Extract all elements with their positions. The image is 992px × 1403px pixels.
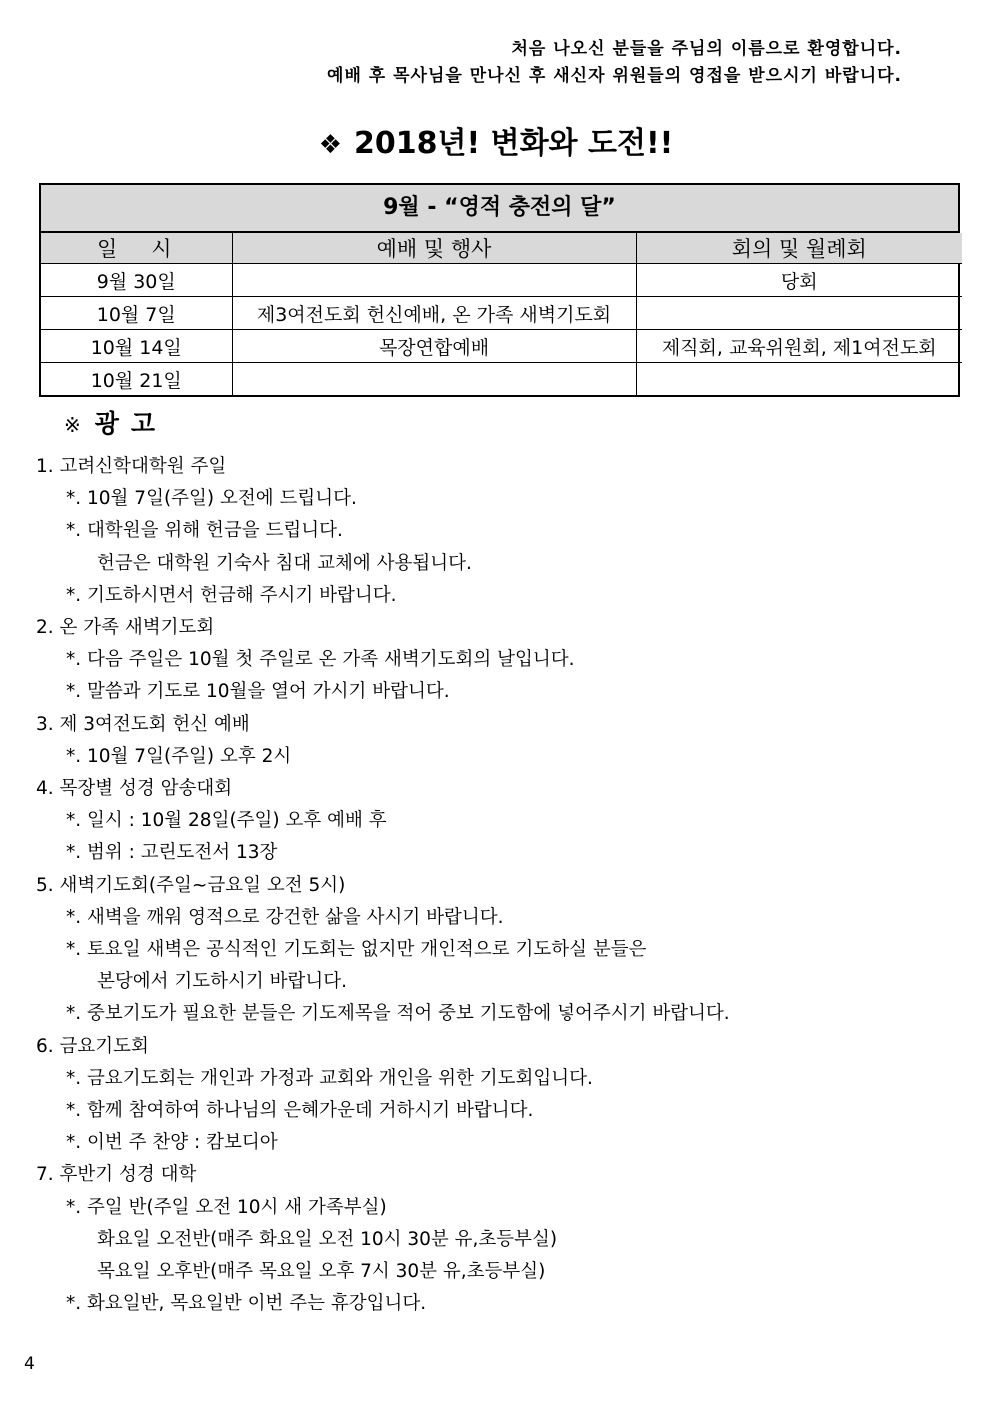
announcement-detail: *. 이번 주 찬양 : 캄보디아 xyxy=(66,1132,278,1154)
column-header-event: 예배 및 행사 xyxy=(232,233,636,264)
announcement-item: 2. 온 가족 새벽기도회 xyxy=(36,617,215,639)
announcements-heading xyxy=(64,404,167,440)
row-event: 목장연합예배 xyxy=(232,330,636,363)
table-row xyxy=(41,363,962,396)
row-event xyxy=(232,363,636,396)
announcement-detail: *. 일시 : 10월 28일(주일) 오후 예배 후 xyxy=(66,810,387,832)
announcement-continuation: 헌금은 대학원 기숙사 침대 교체에 사용됩니다. xyxy=(97,552,472,574)
announcement-continuation: 본당에서 기도하시기 바랍니다. xyxy=(97,971,347,993)
announcement-item: 6. 금요기도회 xyxy=(36,1035,149,1057)
announcement-item: 4. 목장별 성경 암송대회 xyxy=(36,778,233,800)
schedule-header-row xyxy=(41,233,962,264)
row-date: 9월 30일 xyxy=(41,264,232,297)
announcement-detail: *. 중보기도가 필요한 분들은 기도제목을 적어 중보 기도함에 넣어주시기 바랍니다. xyxy=(66,1003,730,1025)
announcement-detail: *. 대학원을 위해 헌금을 드립니다. xyxy=(66,520,343,542)
page-number: 4 xyxy=(24,1354,35,1374)
announcement-detail: *. 주일 반(주일 오전 10시 새 가족부실) xyxy=(66,1196,387,1218)
column-header-date: 일시 xyxy=(41,233,232,264)
announcement-item: 5. 새벽기도회(주일~금요일 오전 5시) xyxy=(36,874,346,896)
schedule-title: 9월 - “영적 충전의 달” xyxy=(41,185,958,233)
announcements-list xyxy=(36,451,956,1320)
announcement-item: 1. 고려신학대학원 주일 xyxy=(36,456,227,477)
announcement-item: 7. 후반기 성경 대학 xyxy=(36,1164,197,1186)
row-date: 10월 14일 xyxy=(41,330,232,363)
announcements-title: 광고 xyxy=(94,409,168,438)
announcement-item: 3. 제 3여전도회 헌신 예배 xyxy=(36,713,250,735)
year-theme xyxy=(0,118,992,162)
announcement-detail: *. 화요일반, 목요일반 이번 주는 휴강입니다. xyxy=(66,1293,427,1315)
announcement-detail: *. 금요기도회는 개인과 가정과 교회와 개인을 위한 기도회입니다. xyxy=(66,1067,593,1089)
row-meeting: 제직회, 교육위원회, 제1여전도회 xyxy=(636,330,962,363)
row-event xyxy=(232,264,636,297)
announcement-detail: *. 다음 주일은 10월 첫 주일로 온 가족 새벽기도회의 날입니다. xyxy=(66,649,575,671)
announcement-detail: *. 새벽을 깨워 영적으로 강건한 삶을 사시기 바랍니다. xyxy=(66,906,504,928)
announcement-detail: *. 말씀과 기도로 10월을 열어 가시기 바랍니다. xyxy=(66,681,450,703)
announcement-detail: *. 범위 : 고린도전서 13장 xyxy=(66,842,278,864)
announcement-continuation: 목요일 오후반(매주 목요일 오후 7시 30분 유,초등부실) xyxy=(97,1261,546,1283)
announcement-detail: *. 10월 7일(주일) 오전에 드립니다. xyxy=(66,488,357,510)
theme-text: 2018년! 변화와 도전!! xyxy=(354,126,674,161)
table-row xyxy=(41,330,962,363)
welcome-line-1: 처음 나오신 분들을 주님의 이름으로 환영합니다. xyxy=(511,39,902,59)
schedule-grid xyxy=(41,233,962,395)
welcome-message xyxy=(327,36,902,90)
row-meeting: 당회 xyxy=(636,264,962,297)
row-date: 10월 7일 xyxy=(41,297,232,330)
announcement-detail: *. 기도하시면서 헌금해 주시기 바랍니다. xyxy=(66,584,397,606)
reference-mark-icon: ※ xyxy=(64,413,81,437)
table-row xyxy=(41,297,962,330)
schedule-table xyxy=(39,183,960,397)
diamond-bullet-icon: ❖ xyxy=(318,130,342,160)
announcement-detail: *. 함께 참여하여 하나님의 은혜가운데 거하시기 바랍니다. xyxy=(66,1100,534,1122)
announcement-continuation: 화요일 오전반(매주 화요일 오전 10시 30분 유,초등부실) xyxy=(97,1228,558,1250)
announcement-detail: *. 토요일 새벽은 공식적인 기도회는 없지만 개인적으로 기도하실 분들은 xyxy=(66,939,647,961)
row-event: 제3여전도회 헌신예배, 온 가족 새벽기도회 xyxy=(232,297,636,330)
welcome-line-2: 예배 후 목사님을 만나신 후 새신자 위원들의 영접을 받으시기 바랍니다. xyxy=(327,66,902,86)
row-meeting xyxy=(636,297,962,330)
announcement-detail: *. 10월 7일(주일) 오후 2시 xyxy=(66,745,292,767)
row-date: 10월 21일 xyxy=(41,363,232,396)
column-header-meeting: 회의 및 월례회 xyxy=(636,233,962,264)
table-row xyxy=(41,264,962,297)
row-meeting xyxy=(636,363,962,396)
